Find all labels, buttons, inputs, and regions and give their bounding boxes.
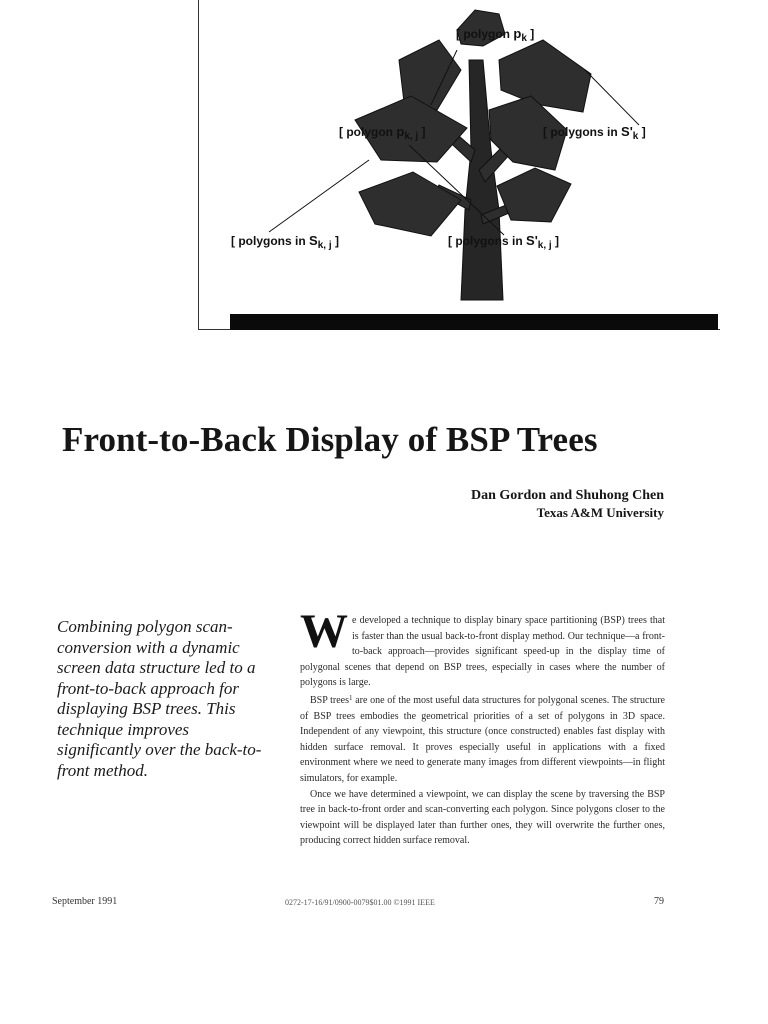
tree-trunk — [461, 60, 503, 300]
tree-leaf — [359, 172, 461, 236]
reference-marker: 1 — [349, 693, 353, 702]
article-authors: Dan Gordon and Shuhong Chen — [471, 488, 664, 503]
tree-illustration — [199, 0, 721, 330]
label-polygons-in-spkj: [ polygons in $S'_{k, j}$ ] — [448, 233, 560, 251]
leader-line — [585, 70, 639, 125]
leader-line — [269, 160, 369, 232]
footer-copyright: 0272-17-16/91/0900-0079$01.00 ©1991 IEEE — [285, 898, 435, 907]
label-polygon-pkj: [ polygon $p_{k, j}$ ] — [339, 124, 426, 142]
label-polygons-in-spk: [ polygons in $S'_k$ ] — [543, 124, 646, 142]
footer-date: September 1991 — [52, 896, 118, 907]
label-polygons-in-skj: [ polygons in $S_{k, j}$ ] — [231, 233, 339, 251]
article-affiliation: Texas A&M University — [536, 505, 664, 520]
pull-quote: Combining polygon scan-conversion with a dynamic screen data structure led to a front-to-back approach for displaying BSP trees. This technique improves significantly over the back-to-front method. — [57, 617, 262, 780]
article-body — [300, 605, 665, 849]
body-paragraph: Once we have determined a viewpoint, we can display the scene by traversing the BSP tree in back-to-front order and scan-converting each polygon. Since polygons closer to the viewpoint will be displayed later than further ones, they will overwrite the further ones, producing correct hidden surface removal. — [300, 788, 665, 847]
tree-leaf — [499, 40, 591, 112]
body-paragraph: We developed a technique to display binary space partitioning (BSP) trees that is faster than the usual back-to-front display method. Our technique—a front-to-back approach—provides significant speed-up in the display time of polygonal scenes that depend on BSP trees, especially in cases where the number of polygons is large. — [300, 605, 665, 689]
label-polygon-pk: [ polygon $p_k$ ] — [456, 26, 535, 44]
decorative-black-bar — [230, 314, 718, 330]
tree-leaf — [497, 168, 571, 222]
article-title: Front-to-Back Display of BSP Trees — [62, 420, 598, 459]
bsp-tree-figure — [198, 0, 720, 330]
drop-cap: W — [300, 605, 348, 658]
footer-page-number: 79 — [654, 896, 664, 907]
body-paragraph: BSP trees$^1$ are one of the most useful data structures for polygonal scenes. The structure of BSP trees embodies the geometrical priorities of a set of polygons in 3D space. Independent of any viewpoint, this structure (once constructed) enables fast display with hidden surface removal. It proves especially useful in applications with a fixed environment where we need to generate many images from different viewpoints—in flight simulators, for example. — [300, 693, 665, 784]
